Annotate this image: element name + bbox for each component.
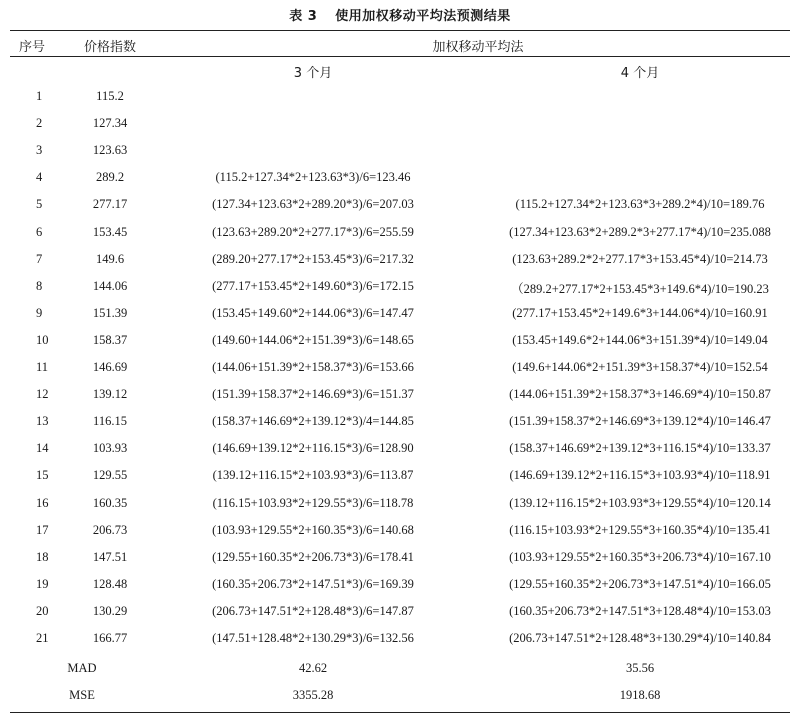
row-price-index: 127.34 xyxy=(92,116,128,130)
row-price-index: 144.06 xyxy=(92,279,128,293)
summary-4-month-value: 35.56 xyxy=(625,661,655,675)
row-price-index: 146.69 xyxy=(92,360,128,374)
caption-title: 使用加权移动平均法预测结果 xyxy=(335,9,511,24)
row-4-month-formula: (206.73+147.51*2+128.48*3+130.29*4)/10=140.84 xyxy=(509,631,771,645)
row-4-month-formula: (153.45+149.6*2+144.06*3+151.39*4)/10=149.04 xyxy=(512,333,768,347)
table-caption xyxy=(0,5,800,24)
row-3-month-formula: (144.06+151.39*2+158.37*3)/6=153.66 xyxy=(212,360,414,374)
row-price-index: 158.37 xyxy=(92,333,128,347)
row-3-month-formula: (147.51+128.48*2+130.29*3)/6=132.56 xyxy=(212,631,414,645)
row-4-month-formula: (158.37+146.69*2+139.12*3+116.15*4)/10=133.37 xyxy=(509,441,771,455)
row-3-month-formula: (149.60+144.06*2+151.39*3)/6=148.65 xyxy=(212,333,414,347)
row-3-month-formula: (289.20+277.17*2+153.45*3)/6=217.32 xyxy=(212,252,414,266)
row-price-index: 153.45 xyxy=(92,225,128,239)
row-price-index: 166.77 xyxy=(92,631,128,645)
row-4-month-formula: (103.93+129.55*2+160.35*3+206.73*4)/10=167.10 xyxy=(509,550,771,564)
row-4-month-formula: (115.2+127.34*2+123.63*3+289.2*4)/10=189.76 xyxy=(515,197,765,211)
summary-3-month-value: 3355.28 xyxy=(292,688,334,702)
row-3-month-formula: (158.37+146.69*2+139.12*3)/4=144.85 xyxy=(212,414,414,428)
row-3-month-formula: (160.35+206.73*2+147.51*3)/6=169.39 xyxy=(212,577,414,591)
row-3-month-formula: (153.45+149.60*2+144.06*3)/6=147.47 xyxy=(212,306,414,320)
header-4-month: 4 个月 xyxy=(620,66,660,81)
row-4-month-formula: (277.17+153.45*2+149.6*3+144.06*4)/10=160.91 xyxy=(512,306,768,320)
row-4-month-formula: (116.15+103.93*2+129.55*3+160.35*4)/10=135.41 xyxy=(509,523,771,537)
row-price-index: 128.48 xyxy=(92,577,128,591)
row-4-month-formula: (129.55+160.35*2+206.73*3+147.51*4)/10=166.05 xyxy=(509,577,771,591)
header-3-month: 3 个月 xyxy=(293,66,333,81)
row-price-index: 160.35 xyxy=(92,496,128,510)
row-4-month-formula: (123.63+289.2*2+277.17*3+153.45*4)/10=214.73 xyxy=(512,252,768,266)
row-3-month-formula: (103.93+129.55*2+160.35*3)/6=140.68 xyxy=(212,523,414,537)
summary-3-month-value: 42.62 xyxy=(298,661,328,675)
header-weighted-moving-average: 加权移动平均法 xyxy=(432,40,524,55)
row-3-month-formula: (139.12+116.15*2+103.93*3)/6=113.87 xyxy=(212,468,414,482)
row-3-month-formula: (116.15+103.93*2+129.55*3)/6=118.78 xyxy=(212,496,414,510)
row-price-index: 277.17 xyxy=(92,197,128,211)
row-4-month-formula: (160.35+206.73*2+147.51*3+128.48*4)/10=153.03 xyxy=(509,604,771,618)
row-4-month-formula: (146.69+139.12*2+116.15*3+103.93*4)/10=118.91 xyxy=(509,468,771,482)
row-price-index: 103.93 xyxy=(92,441,128,455)
row-price-index: 147.51 xyxy=(92,550,128,564)
row-3-month-formula: (206.73+147.51*2+128.48*3)/6=147.87 xyxy=(212,604,414,618)
row-3-month-formula: (129.55+160.35*2+206.73*3)/6=178.41 xyxy=(212,550,414,564)
row-3-month-formula: (151.39+158.37*2+146.69*3)/6=151.37 xyxy=(212,387,414,401)
row-price-index: 115.2 xyxy=(96,89,124,103)
caption-number: 表 3 xyxy=(289,9,318,24)
row-price-index: 206.73 xyxy=(92,523,128,537)
row-3-month-formula: (115.2+127.34*2+123.63*3)/6=123.46 xyxy=(215,170,411,184)
row-3-month-formula: (123.63+289.20*2+277.17*3)/6=255.59 xyxy=(212,225,414,239)
row-4-month-formula: (127.34+123.63*2+289.2*3+277.17*4)/10=235.088 xyxy=(509,225,771,239)
row-3-month-formula: (127.34+123.63*2+289.20*3)/6=207.03 xyxy=(212,197,414,211)
row-price-index: 149.6 xyxy=(95,252,125,266)
summary-label-mad: MAD xyxy=(67,661,97,675)
header-price-index: 价格指数 xyxy=(83,40,137,55)
row-price-index: 289.2 xyxy=(95,170,125,184)
row-4-month-formula: (151.39+158.37*2+146.69*3+139.12*4)/10=146.47 xyxy=(509,414,771,428)
row-price-index: 129.55 xyxy=(92,468,128,482)
row-3-month-formula: (146.69+139.12*2+116.15*3)/6=128.90 xyxy=(212,441,414,455)
row-4-month-formula: (144.06+151.39*2+158.37*3+146.69*4)/10=150.87 xyxy=(509,387,771,401)
row-price-index: 139.12 xyxy=(92,387,128,401)
row-price-index: 130.29 xyxy=(92,604,128,618)
header-serial-number: 序号 xyxy=(18,40,46,55)
header-divider-rule xyxy=(10,56,790,57)
row-3-month-formula: (277.17+153.45*2+149.60*3)/6=172.15 xyxy=(212,279,414,293)
row-price-index: 123.63 xyxy=(92,143,128,157)
row-price-index: 151.39 xyxy=(92,306,128,320)
table-top-rule xyxy=(10,30,790,31)
summary-label-mse: MSE xyxy=(69,688,95,702)
table-bottom-rule xyxy=(10,712,790,713)
row-4-month-formula: (139.12+116.15*2+103.93*3+129.55*4)/10=120.14 xyxy=(509,496,771,510)
row-4-month-formula: (149.6+144.06*2+151.39*3+158.37*4)/10=152.54 xyxy=(512,360,768,374)
row-4-month-formula: （289.2+277.17*2+153.45*3+149.6*4)/10=190.23 xyxy=(511,282,769,296)
row-price-index: 116.15 xyxy=(93,414,127,428)
summary-4-month-value: 1918.68 xyxy=(619,688,661,702)
